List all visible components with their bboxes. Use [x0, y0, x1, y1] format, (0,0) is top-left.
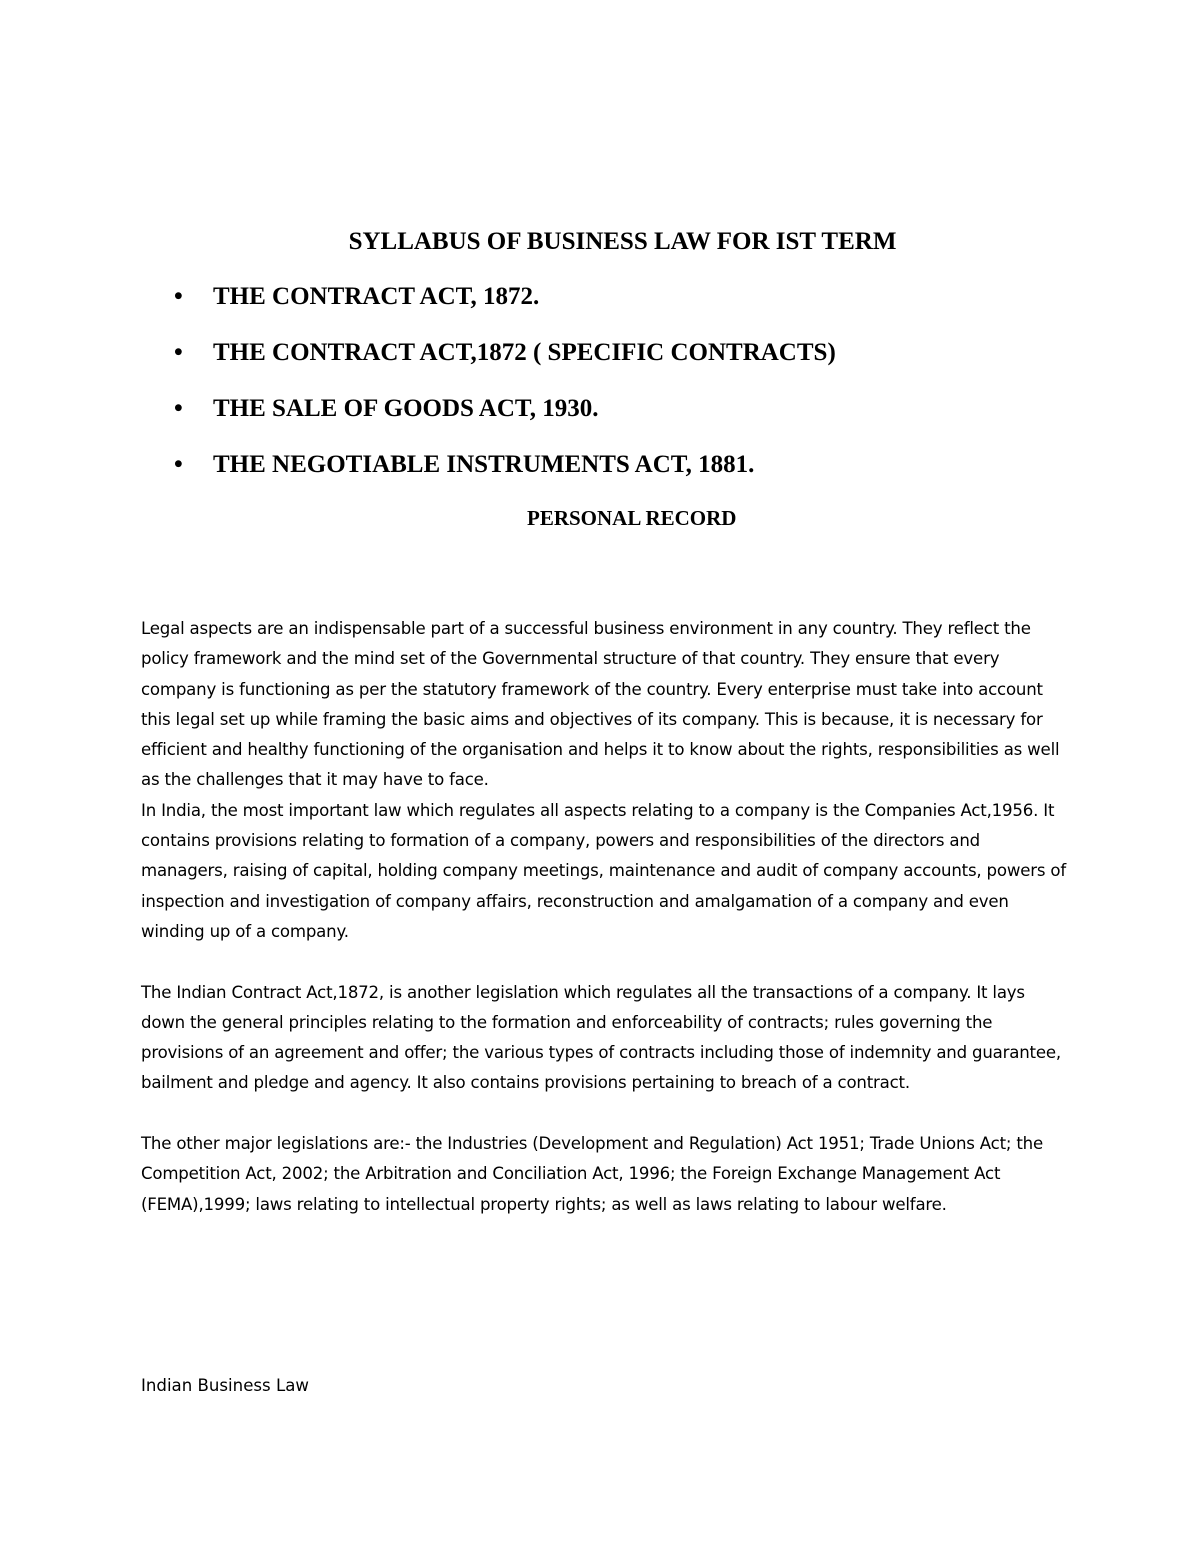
- bullet-icon: •: [174, 451, 183, 478]
- paragraph-spacer: [141, 947, 1066, 977]
- syllabus-item-text: THE SALE OF GOODS ACT, 1930.: [213, 395, 599, 422]
- body-text: [141, 614, 1066, 1220]
- paragraph: The other major legislations are:- the Industries (Development and Regulation) Act 1951; Trade Unions Act; the Competition Act, 2002; the Arbitration and Conciliation Act, 1996; the Foreign Exchange Management Act (FEMA),1999; laws relating to intellectual property rights; as well as laws relating to labour welfare.: [141, 1134, 1043, 1214]
- bullet-icon: •: [174, 395, 183, 422]
- syllabus-item-text: THE CONTRACT ACT, 1872.: [213, 283, 540, 310]
- paragraph: The Indian Contract Act,1872, is another legislation which regulates all the transactions of a company. It lays down the general principles relating to the formation and enforceability of contracts; rules governing the provisions of an agreement and offer; the various types of contracts including those of indemnity and guarantee, bailment and pledge and agency. It also contains provisions pertaining to breach of a contract.: [141, 982, 1061, 1093]
- paragraph-spacer: [141, 1099, 1066, 1129]
- paragraph: In India, the most important law which regulates all aspects relating to a company is the Companies Act,1956. It contains provisions relating to formation of a company, powers and responsibilities of the directors and managers, raising of capital, holding company meetings, maintenance and audit of company accounts, powers of inspection and investigation of company affairs, reconstruction and amalgamation of a company and even winding up of a company.: [141, 800, 1066, 941]
- bullet-icon: •: [174, 339, 183, 366]
- section-heading: PERSONAL RECORD: [527, 506, 737, 530]
- syllabus-item-text: THE CONTRACT ACT,1872 ( SPECIFIC CONTRACTS): [213, 339, 836, 366]
- document-title: SYLLABUS OF BUSINESS LAW FOR IST TERM: [348, 228, 897, 255]
- syllabus-item-text: THE NEGOTIABLE INSTRUMENTS ACT, 1881.: [213, 451, 755, 478]
- footer-text: Indian Business Law: [141, 1376, 309, 1395]
- paragraph: Legal aspects are an indispensable part of a successful business environment in any country. They reflect the policy framework and the mind set of the Governmental structure of that country. They ensure that every company is functioning as per the statutory framework of the country. Every enterprise must take into account this legal set up while framing the basic aims and objectives of its company. This is because, it is necessary for efficient and healthy functioning of the organisation and helps it to know about the rights, responsibilities as well as the challenges that it may have to face.: [141, 619, 1060, 790]
- bullet-icon: •: [174, 283, 183, 310]
